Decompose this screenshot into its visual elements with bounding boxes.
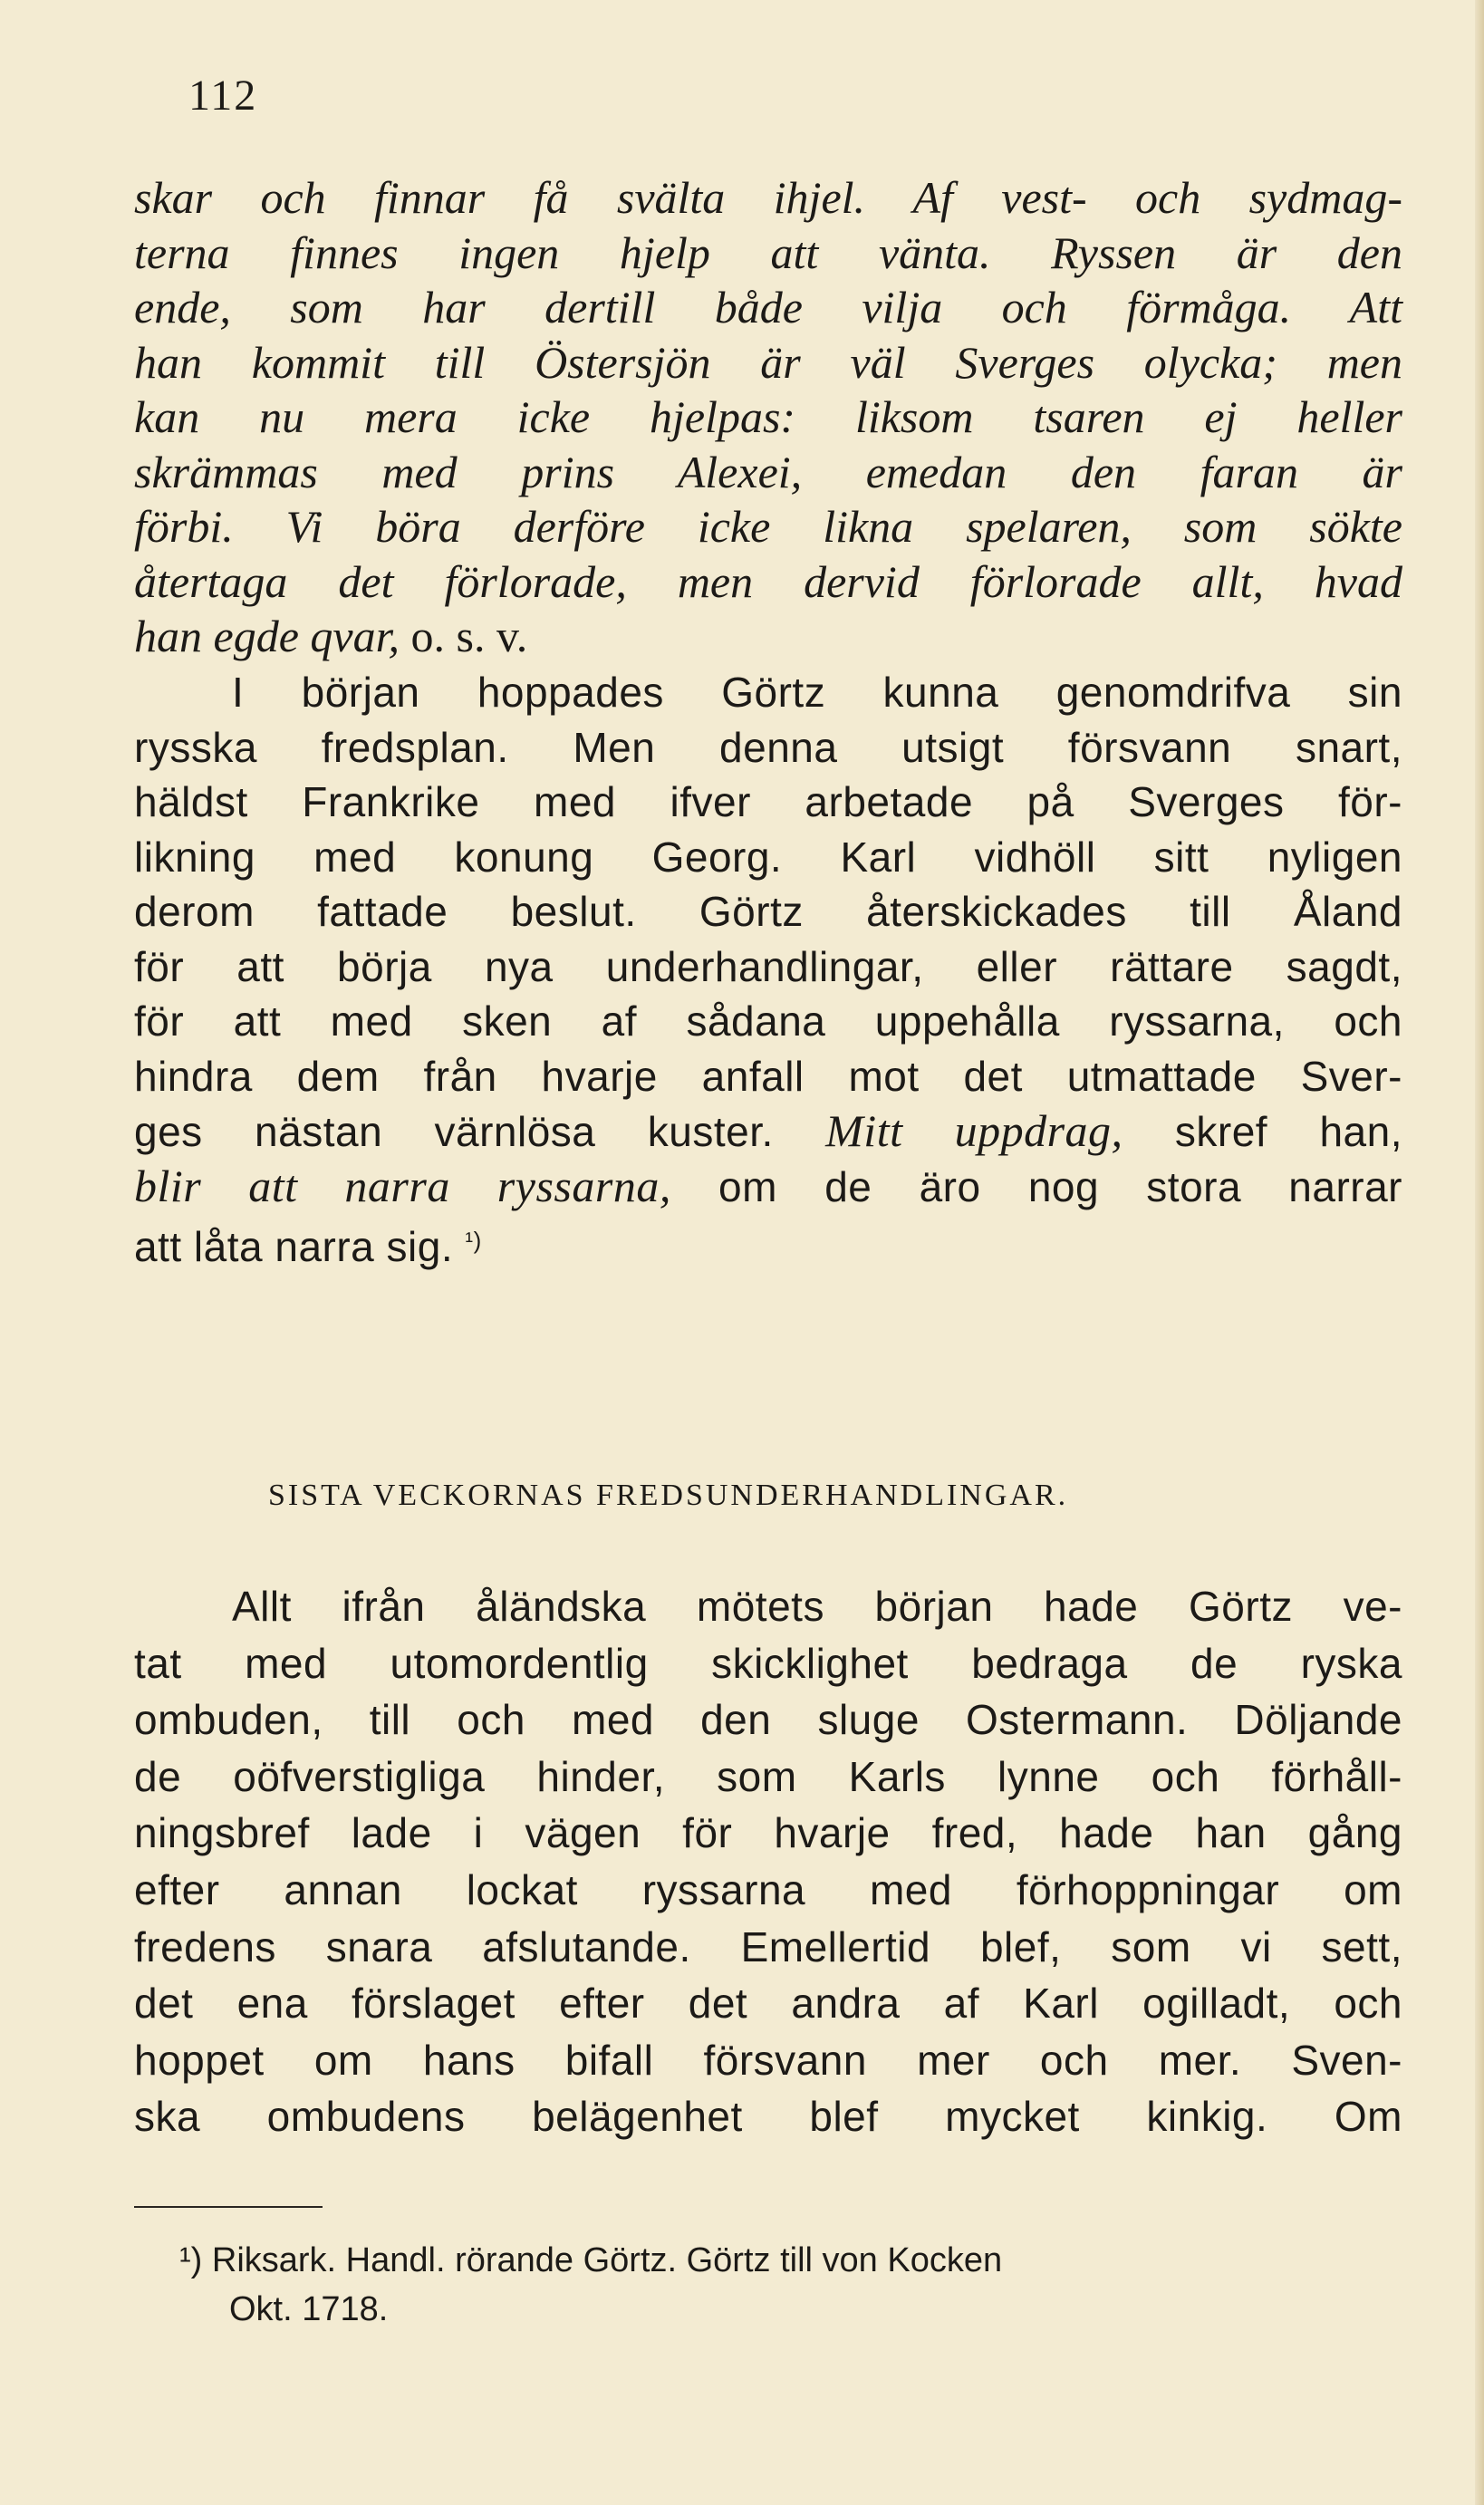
text-line-last [134, 609, 1402, 664]
text-line-last [134, 1213, 1402, 1268]
line-fragment: att låta narra sig. [134, 1223, 466, 1270]
italic-fragment: Mitt uppdrag, [825, 1105, 1123, 1156]
body-paragraph-2 [134, 1578, 1402, 2145]
text-line: förbi. Vi böra derföre icke likna spelaren, som sökte [134, 501, 1402, 552]
text-line: de oöfverstigliga hinder, som Karls lynne och förhåll- [134, 1752, 1402, 1800]
text-line [134, 1159, 1402, 1214]
text-line: återtaga det förlorade, men dervid förlorade allt, hvad [134, 555, 1402, 607]
text-line: skar och finnar få svälta ihjel. Af vest- och sydmag- [134, 172, 1402, 223]
page-number: 112 [188, 72, 258, 120]
footnote-reference: ¹) [465, 1227, 482, 1254]
text-line: ningsbref lade i vägen för hvarje fred, hade han gång [134, 1809, 1402, 1857]
text-line: skrämmas med prins Alexei, emedan den faran är [134, 446, 1402, 497]
roman-fragment: o. s. v. [400, 611, 528, 661]
text-line: häldst Frankrike med ifver arbetade på Sverges för- [134, 778, 1402, 825]
text-line [134, 1103, 1402, 1159]
footnote-line [179, 2236, 1395, 2285]
italic-fragment: blir att narra ryssarna, [134, 1160, 671, 1211]
page-edge [1475, 0, 1484, 2505]
text-line: ende, som har dertill både vilja och förmåga. Att [134, 282, 1402, 332]
text-line: rysska fredsplan. Men denna utsigt försvann snart, [134, 723, 1402, 771]
text-line: för att börja nya underhandlingar, eller rättare sagdt, [134, 942, 1402, 990]
footnote-line: Okt. 1718. [229, 2290, 389, 2328]
text-line: hindra dem från hvarje anfall mot det utmattade Sver- [134, 1052, 1402, 1100]
text-line: tat med utomordentlig skicklighet bedraga de ryska [134, 1639, 1402, 1687]
footnote [179, 2236, 1395, 2334]
line-fragment: skref han, [1123, 1108, 1402, 1155]
text-line: likning med konung Georg. Karl vidhöll sitt nyligen [134, 833, 1402, 881]
text-line: Allt ifrån åländska mötets början hade Görtz ve- [232, 1583, 1402, 1630]
text-line: I början hoppades Görtz kunna genomdrifva sin [232, 669, 1402, 716]
text-line: efter annan lockat ryssarna med förhoppningar om [134, 1865, 1402, 1913]
footnote-mark: ¹) [179, 2241, 203, 2279]
body-paragraph-1 [134, 665, 1402, 1268]
text-line: ombuden, till och med den sluge Ostermann. Döljande [134, 1696, 1402, 1744]
text-line: det ena förslaget efter det andra af Karl ogilladt, och [134, 1980, 1402, 2028]
italic-fragment: han egde qvar, [134, 611, 400, 661]
italic-paragraph [134, 170, 1402, 664]
section-heading: SISTA VECKORNAS FREDSUNDERHANDLINGAR. [268, 1479, 1069, 1512]
text-line: derom fattade beslut. Görtz återskickades till Åland [134, 888, 1402, 935]
footnote-text: Riksark. Handl. rörande Görtz. Görtz till von Kocken [211, 2241, 1003, 2279]
text-line: hoppet om hans bifall försvann mer och mer. Sven- [134, 2036, 1402, 2084]
text-line: för att med sken af sådana uppehålla ryssarna, och [134, 997, 1402, 1045]
line-fragment: om de äro nog stora narrar [670, 1162, 1402, 1210]
line-fragment: ges nästan värnlösa kuster. [134, 1108, 826, 1155]
footnote-rule [134, 2206, 323, 2208]
text-line: fredens snara afslutande. Emellertid blef, som vi sett, [134, 1922, 1402, 1970]
text-line: ska ombudens belägenhet blef mycket kinkig. Om [134, 2093, 1402, 2141]
text-line: kan nu mera icke hjelpas: liksom tsaren ej heller [134, 391, 1402, 442]
text-line: terna finnes ingen hjelp att vänta. Ryssen är den [134, 226, 1402, 278]
text-line: han kommit till Östersjön är väl Sverges olycka; men [134, 336, 1402, 388]
